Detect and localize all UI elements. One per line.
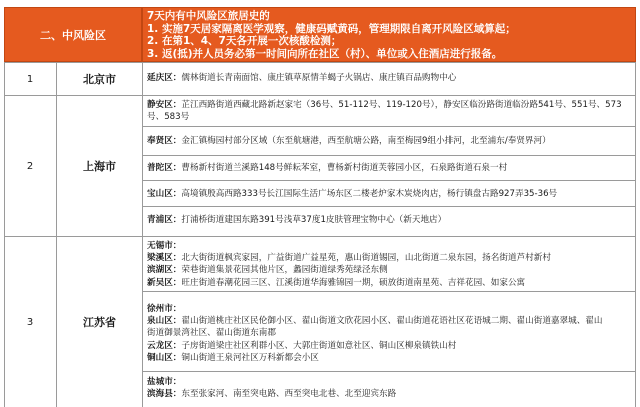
area-text: 芷江西路街道西藏北路新赵家宅（36号、51-112号、119-120号），静安区临汾路街道临汾路541号、551号、573 bbox=[181, 100, 622, 110]
city-name bbox=[57, 96, 142, 236]
district-label: 无锡市： bbox=[147, 241, 182, 251]
risk-level-header bbox=[4, 7, 142, 62]
city-name-text: 江苏省 bbox=[83, 316, 116, 329]
district-label: 云龙区： bbox=[147, 340, 182, 351]
area-text: 高境镇殷高西路333号长江国际生活广场东区二楼老炉家木炭烧肉店，杨行镇盘古路927弄35-36号 bbox=[181, 189, 558, 199]
policy-rule: 2. 在第1、4、7天各开展一次核酸检测； bbox=[147, 35, 342, 47]
district-label: 新吴区： bbox=[147, 277, 182, 288]
area-text: 旺庄街道春潮花园三区、江溪街道华海雅锦园一期，硕放街道南星苑、吉祥花园、如家公寓 bbox=[181, 277, 526, 288]
policy-rule: 3. 返(抵)并人员务必第一时间向所在社区（村）、单位或入住酒店进行报备。 bbox=[147, 47, 503, 60]
district-label: 延庆区： bbox=[147, 73, 182, 83]
district-label: 铜山区： bbox=[147, 352, 182, 363]
row-index-text: 2 bbox=[26, 160, 34, 172]
district-label: 盐城市： bbox=[147, 377, 182, 387]
district-label: 滨湖区： bbox=[147, 265, 182, 276]
area-text: 号、583号 bbox=[147, 112, 190, 123]
area-block bbox=[143, 212, 635, 235]
city-name bbox=[57, 63, 142, 95]
area-text: 东至张家河、南至突电路、西至突电北巷、北至迎宾东路 bbox=[181, 389, 397, 400]
district-label: 滨海县： bbox=[147, 389, 182, 400]
area-list bbox=[143, 70, 635, 94]
district-label: 青浦区： bbox=[147, 215, 182, 225]
row-index bbox=[4, 237, 56, 407]
row-index-text: 3 bbox=[26, 316, 34, 328]
area-block bbox=[143, 133, 635, 154]
district-label: 泉山区： bbox=[147, 316, 182, 327]
district-label: 徐州市： bbox=[147, 304, 182, 314]
area-text: 曹杨新村街道兰溪路148号鲜耘苯室，曹杨新村街道芙蓉园小区，石泉路街道石泉一村 bbox=[181, 163, 508, 173]
policy-rule: 1. 实施7天居家隔离医学观察，健康码赋黄码，管理期限自离开风险区域算起； bbox=[147, 22, 516, 35]
area-text: 街道御景湾社区、翟山街道东南郡 bbox=[147, 328, 276, 339]
area-block bbox=[143, 301, 635, 371]
area-text: 打浦桥街道建国东路391号浅草37度1皮肤管理宝物中心（新天地店） bbox=[181, 215, 447, 225]
area-text: 铜山街道王泉河社区万科新都会小区 bbox=[181, 352, 319, 363]
area-block bbox=[143, 238, 635, 291]
area-block bbox=[143, 374, 635, 406]
city-name bbox=[57, 237, 142, 407]
area-text: 子房街道梁庄社区利群小区、大郭庄街道如意社区、铜山区柳泉镇铁山村 bbox=[181, 340, 457, 351]
area-text: 北大街街道枫宾家园，广益街道广益星苑，惠山街道锡园，山北街道二泉东园，扬名街道芦村新村 bbox=[181, 253, 551, 264]
city-name-text: 上海市 bbox=[83, 160, 116, 173]
policy-header bbox=[142, 7, 636, 62]
row-index bbox=[4, 96, 56, 236]
area-text: 儒林街道长青南面馆、康庄镇草原情羊蝎子火锅店、康庄镇百品购物中心 bbox=[181, 73, 457, 83]
area-block bbox=[143, 160, 635, 180]
area-text: 金汇镇梅园村部分区域（东至航塘港，西至航塘公路，南至梅园9组小排河，北至浦东/奉贤界河） bbox=[181, 136, 551, 146]
area-block bbox=[143, 97, 635, 126]
district-label: 普陀区： bbox=[147, 163, 182, 173]
row-index-text: 1 bbox=[26, 73, 34, 85]
district-label: 宝山区： bbox=[147, 189, 182, 199]
district-label: 静安区： bbox=[147, 100, 182, 110]
risk-level-label: 二、中风险区 bbox=[40, 28, 106, 42]
policy-title: 7天内有中风险区旅居史的 bbox=[147, 10, 270, 22]
city-name-text: 北京市 bbox=[83, 73, 116, 86]
area-block bbox=[143, 186, 635, 206]
row-index bbox=[4, 63, 56, 95]
district-label: 梁溪区： bbox=[147, 253, 182, 264]
area-text: 翟山街道桃庄社区民伦御小区、翟山街道文欣花园小区、翟山街道花语社区花语城二期、翟山街道嘉翠城、翟山 bbox=[181, 316, 603, 327]
district-label: 奉贤区： bbox=[147, 136, 182, 146]
area-text: 荣巷街道集景花园其他片区，蠡园街道绿秀苑绿泾东侧 bbox=[181, 265, 388, 276]
